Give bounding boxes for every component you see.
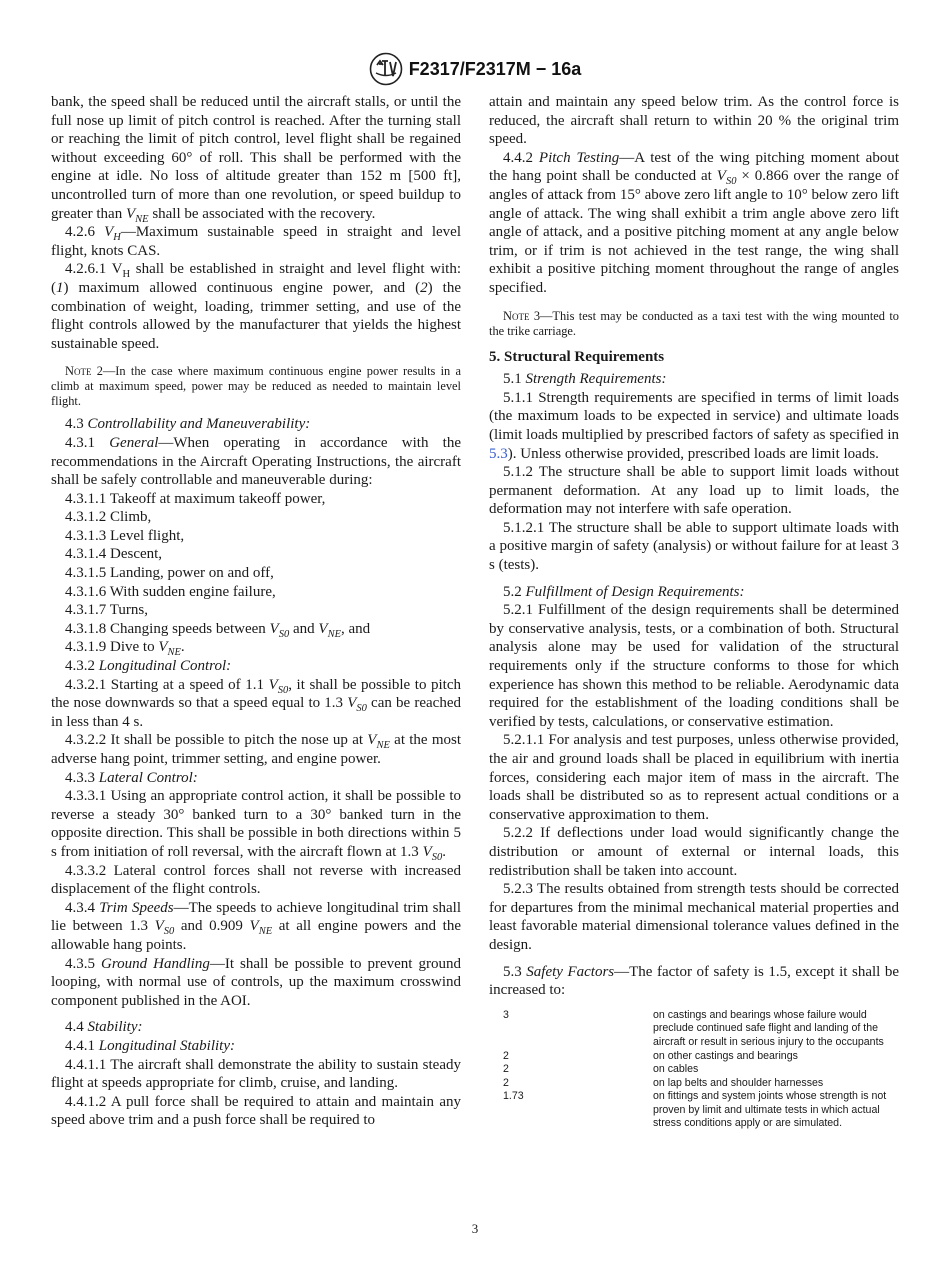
table-row: 2 on other castings and bearings [503,1049,798,1062]
section-4-3-5: 4.3.5 Ground Handling—It shall be possible to prevent ground looping, with normal use of controls, up the maximum crosswind component published in the AOI. [51,955,461,1009]
document-designation: F2317/F2317M − 16a [408,58,582,79]
section-4-3-3: 4.3.3 Lateral Control: [65,769,198,786]
section-4-3-2-2: 4.3.2.2 It shall be possible to pitch the nose up at $V_{NE}$ at the most adverse hang point, trimmer setting, and engine power. [51,732,462,767]
left-column [51,93,461,1130]
astm-logo-icon [369,52,403,86]
section-5-2: 5.2 Fulfillment of Design Requirements: [503,583,745,600]
list-item: 4.3.1.1 Takeoff at maximum takeoff power, [65,490,326,507]
section-4-2-6: 4.2.6 $V_H—Maximum$ sustainable speed in straight and level flight, knots CAS. [51,224,462,259]
section-5-1-2-1: 5.1.2.1 The structure shall be able to support ultimate loads with a positive margin of safety (analysis) or without failure for at least 3 s (tests). [489,519,899,574]
section-4-3-2-1: 4.3.2.1 Starting at a speed of 1.1 $V_{S0}$, it shall be possible to pitch the nose downwards so that a speed equal to 1.3 $V_{S0}$ can be reached in less than 4 s. [51,676,461,730]
section-4-4-1-1: 4.4.1.1 The aircraft shall demonstrate the ability to sustain steady flight at speeds appropriate for climb, cruise, and landing. [51,1056,461,1092]
section-5-3: 5.3 Safety Factors—The factor of safety is 1.5, except it shall be increased to: [489,963,899,999]
section-4-2-6-1: 4.2.6.1 $V_H$ shall be established in straight and level flight with: (1) maximum allowed continuous engine power, and (2) the combination of weight, loading, trimmer setting, and use of the flight controls allowed by the manufacturer that yields the highest sustainable speed. [51,261,461,352]
section-5-2-1: 5.2.1 Fulfillment of the design requirements shall be determined by conservative analysis, tests, or a combination of both. Structural analysis alone may be used for validation of the structural requirements only if the structure conforms to those for which experience has shown this method to be reliable. Aerodynamic data required for the establishment of the loading conditions shall be verified by tests, calculations, or conservative estimation. [489,602,899,730]
section-5-2-1-1: 5.2.1.1 For analysis and test purposes, unless otherwise provided, the air and ground loads shall be placed in equilibrium with inertia forces, considering each major item of mass in the aircraft. The loads shall be distributed so as to represent actual conditions or a conservative approximation to them. [489,732,899,823]
paragraph-4-2-5-continued: bank, the speed shall be reduced until the aircraft stalls, or until the full nose up limit of pitch control is reached. After the turning stall or reaching the limit of pitch control, level flight shall be regained without exceeding 60° of roll. This shall be performed with the engine at idle. No loss of altitude greater than 152 m [500 ft], uncontrolled turn of more than one revolution, or speed buildup to greater than $V_{NE}$ shall be associated with the recovery. [51,94,461,225]
table-row: 2 on lap belts and shoulder harnesses [503,1076,824,1089]
section-4-4-2: 4.4.2 Pitch Testing—A test of the wing pitching moment about the hang point shall be conducted at $V_{S0} \times 0.866$ over the range of angles of attack from 15° above zero lift angle to 10° below zero lift angle of attack. The wing shall exhibit a trim angle above zero lift angle of attack, and a positive pitching moment at any angle below trim, or if trim is not achieved in the test range, the wing shall exhibit a positive pitching moment throughout the range of angles specified. [489,149,900,296]
section-4-3-3-1: 4.3.3.1 Using an appropriate control action, it shall be possible to reverse a steady 30° banked turn to a 30° banked turn in the opposite direction. This shall be possible in both directions within 5 s from initiation of roll reversal, with the aircraft flown at 1.3 $V_{S0}$. [51,788,461,863]
list-item: 4.3.1.4 Descent, [65,546,163,563]
list-item: 4.3.1.5 Landing, power on and off, [65,565,274,582]
list-item: 4.3.1.9 Dive to $V_{NE}$. [65,639,185,659]
section-5-1-2: 5.1.2 The structure shall be able to support limit loads without permanent deformation. At any load up to limit loads, the deformation may not interfere with safe operation. [489,464,899,518]
section-5-heading: 5. Structural Requirements [489,348,665,365]
section-link-5-3[interactable]: 5.3 [489,445,508,462]
list-item: 4.3.1.3 Level flight, [65,527,185,544]
safety-factors-table [489,1009,899,1131]
table-row: 1.73 on fittings and system joints whose strength is not proven by limit and ultimate tests in which actual stress conditions apply or are simulated. [503,1090,887,1130]
section-5-2-2: 5.2.2 If deflections under load would significantly change the distribution or amount of external or internal loads, this redistribution shall be taken into account. [489,825,899,879]
table-row: 3 on castings and bearings whose failure would preclude continued safe flight and landing of the aircraft or result in serious injury to the occupants [503,1008,884,1048]
list-item: 4.3.1.7 Turns, [65,602,148,619]
section-4-4: 4.4 Stability: [65,1019,143,1036]
note-3: Note 3—This test may be conducted as a taxi test with the wing mounted to the trike carriage. [489,308,899,338]
section-5-2-3: 5.2.3 The results obtained from strength tests should be corrected for departures from the minimal mechanical material properties and least favorable material dimensional tolerance values defined in the design. [489,881,899,953]
paragraph-4-4-1-2-continued: attain and maintain any speed below trim. As the control force is reduced, the aircraft shall return to within 20 % the original trim speed. [489,94,899,148]
section-5-1-1: 5.1.1 Strength requirements are specified in terms of limit loads (the maximum loads to be expected in service) and ultimate loads (limit loads multiplied by prescribed factors of safety as specified in 5.3). Unless otherwise provided, prescribed loads are limit loads. [489,389,899,462]
section-4-3: 4.3 Controllability and Maneuverability: [65,416,311,433]
section-5-1: 5.1 Strength Requirements: [503,371,667,388]
note-2: Note 2—In the case where maximum continuous engine power results in a climb at maximum speed, power may be reduced as needed to maintain level flight. [51,364,461,409]
list-item: 4.3.1.2 Climb, [65,509,152,526]
section-4-3-2: 4.3.2 Longitudinal Control: [65,658,232,675]
section-4-4-1: 4.4.1 Longitudinal Stability: [65,1037,236,1054]
list-item: 4.3.1.6 With sudden engine failure, [65,583,276,600]
section-4-4-1-2: 4.4.1.2 A pull force shall be required to attain and maintain any speed above trim and a push force shall be required to [51,1093,461,1129]
page-number: 3 [471,1221,479,1236]
right-column [489,93,899,1131]
table-row: 2 on cables [503,1063,699,1076]
section-4-3-4: 4.3.4 Trim Speeds—The speeds to achieve longitudinal trim shall lie between 1.3 $V_{S0}$ and 0.909 $V_{NE}$ at all engine powers and the allowable hang points. [51,899,461,953]
section-4-3-1: 4.3.1 General—When operating in accordance with the recommendations in the Aircraft Operating Instructions, the aircraft shall be safely controllable and maneuverable during: [51,434,462,489]
list-item: 4.3.1.8 Changing speeds between $V_{S0}$ and $V_{NE}$, and [65,620,371,640]
page-header [0,52,950,86]
section-4-3-3-2: 4.3.3.2 Lateral control forces shall not reverse with increased displacement of the flight controls. [51,862,461,898]
